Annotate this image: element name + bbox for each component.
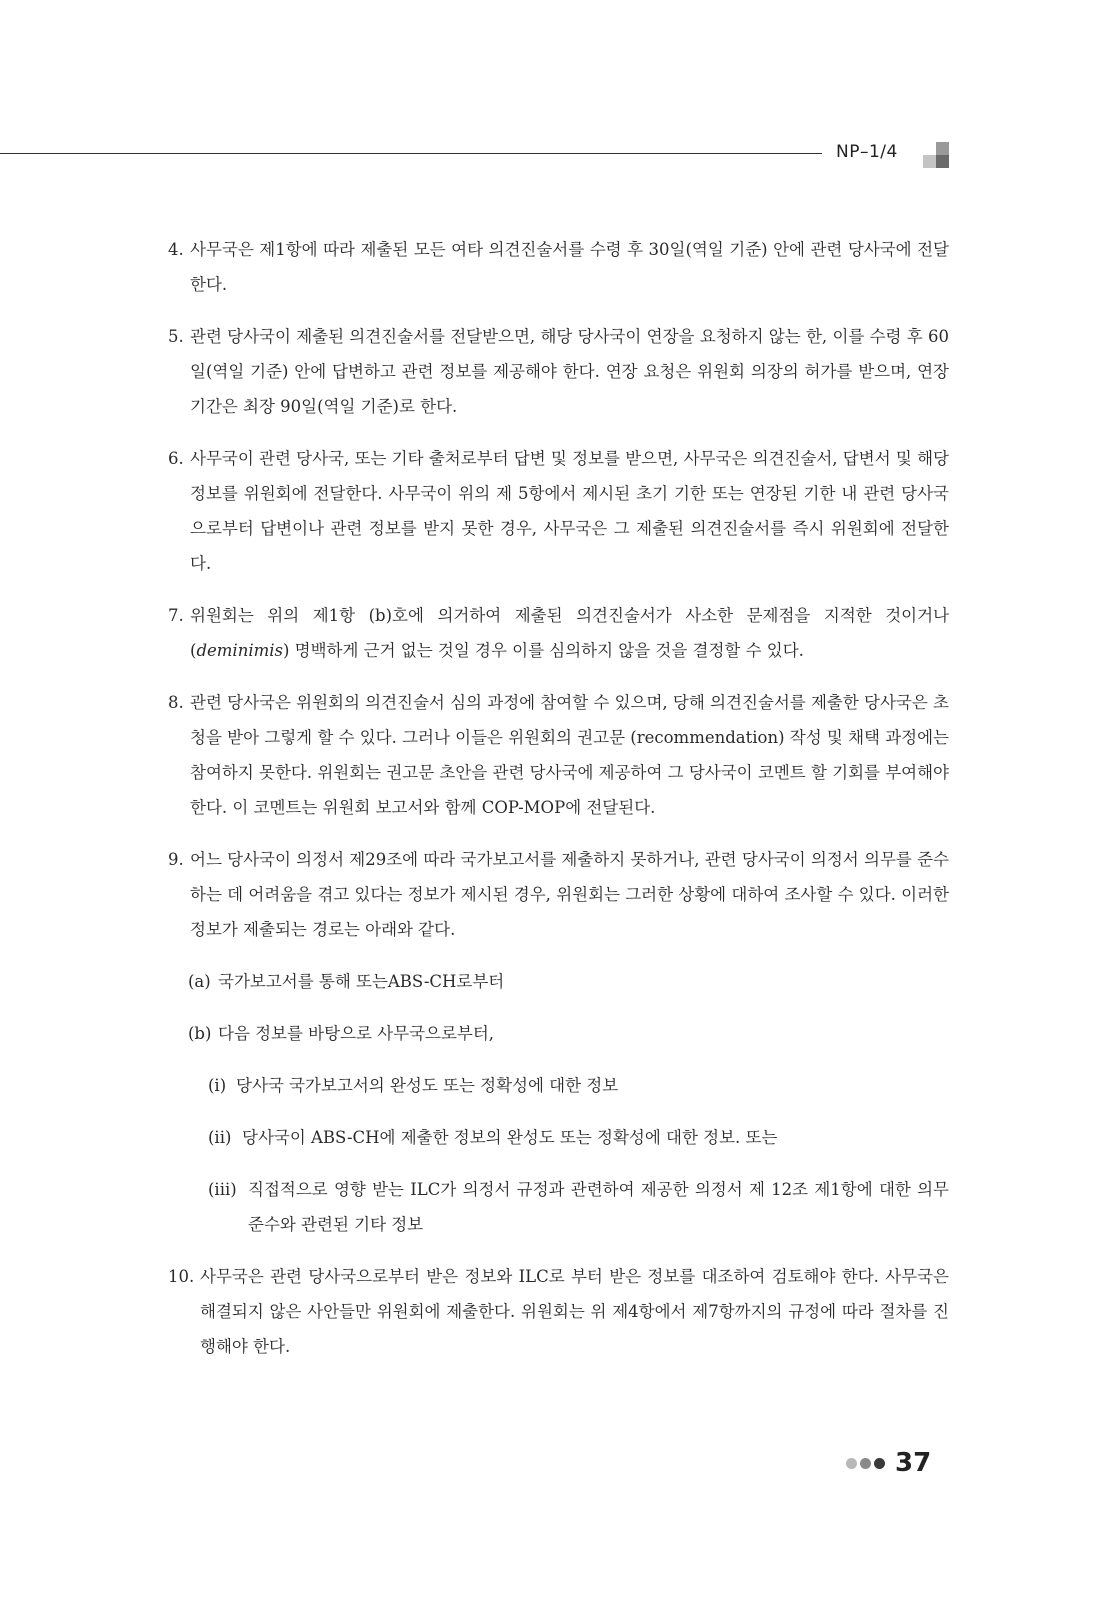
footer-dot-icon	[860, 1458, 871, 1469]
header-rule	[0, 153, 822, 154]
paragraph-text: 관련 당사국이 제출된 의견진술서를 전달받으면, 해당 당사국이 연장을 요청하지 않는 한, 이를 수령 후 60일(역일 기준) 안에 답변하고 관련 정보를 제공해야 한다. 연장 요청은 위원회 의장의 허가를 받으며, 연장 기간은 최장 90일(역일 기준)로 한다.	[190, 327, 949, 416]
page-footer	[846, 1445, 931, 1481]
paragraph-number: 8.	[168, 693, 184, 712]
sub-sub-item-text: 당사국 국가보고서의 완성도 또는 정확성에 대한 정보	[236, 1076, 619, 1095]
sub-sub-item-text: 직접적으로 영향 받는 ILC가 의정서 규정과 관련하여 제공한 의정서 제 12조 제1항에 대한 의무준수와 관련된 기타 정보	[248, 1180, 949, 1234]
sub-item-number: (b)	[188, 1024, 212, 1043]
paragraph-text: 사무국은 관련 당사국으로부터 받은 정보와 ILC로 부터 받은 정보를 대조하여 검토해야 한다. 사무국은 해결되지 않은 사안들만 위원회에 제출한다. 위원회는 위 제4항에서 제7항까지의 규정에 따라 절차를 진행해야 한다.	[200, 1267, 949, 1356]
document-code: NP–1/4	[836, 142, 898, 162]
paragraph-5	[168, 319, 949, 424]
paragraph-number: 4.	[168, 240, 184, 259]
sub-item-a	[168, 964, 949, 999]
body-content	[168, 232, 949, 1381]
paragraph-8	[168, 685, 949, 825]
paragraph-text-part: 위원회는 위의 제1항 (b)호에 의거하여 제출된 의견진술서가 사소한 문제점을 지적한 것이거나 (	[190, 606, 949, 660]
paragraph-6	[168, 441, 949, 581]
footer-dot-icon	[874, 1458, 885, 1469]
paragraph-number: 6.	[168, 449, 184, 468]
header-squares-icon	[923, 142, 949, 168]
sub-sub-item-ii	[168, 1120, 949, 1155]
sub-sub-item-iii	[168, 1172, 949, 1242]
latin-term: deminimis	[196, 641, 283, 660]
paragraph-number: 9.	[168, 850, 184, 869]
paragraph-text-part: ) 명백하게 근거 없는 것일 경우 이를 심의하지 않을 것을 결정할 수 있다.	[282, 641, 804, 660]
footer-dot-icon	[846, 1458, 857, 1469]
paragraph-text: 사무국은 제1항에 따라 제출된 모든 여타 의견진술서를 수령 후 30일(역일 기준) 안에 관련 당사국에 전달한다.	[190, 240, 949, 294]
paragraph-number: 7.	[168, 606, 184, 625]
sub-sub-item-text: 당사국이 ABS-CH에 제출한 정보의 완성도 또는 정확성에 대한 정보. 또는	[242, 1128, 778, 1147]
page-number: 37	[895, 1448, 932, 1478]
sub-sub-item-i	[168, 1068, 949, 1103]
sub-sub-item-number: (iii)	[208, 1180, 237, 1199]
paragraph-text	[190, 598, 949, 668]
paragraph-4	[168, 232, 949, 302]
paragraph-text: 관련 당사국은 위원회의 의견진술서 심의 과정에 참여할 수 있으며, 당해 의견진술서를 제출한 당사국은 초청을 받아 그렇게 할 수 있다. 그러나 이들은 위원회의 권고문 (recommendation) 작성 및 채택 과정에는 참여하지 못한다. 위원회는 권고문 초안을 관련 당사국에 제공하여 그 당사국이 코멘트 할 기회를 부여해야 한다. 이 코멘트는 위원회 보고서와 함께 COP-MOP에 전달된다.	[190, 693, 949, 817]
paragraph-text: 사무국이 관련 당사국, 또는 기타 출처로부터 답변 및 정보를 받으면, 사무국은 의견진술서, 답변서 및 해당 정보를 위원회에 전달한다. 사무국이 위의 제 5항에서 제시된 초기 기한 또는 연장된 기한 내 관련 당사국으로부터 답변이나 관련 정보를 받지 못한 경우, 사무국은 그 제출된 의견진술서를 즉시 위원회에 전달한다.	[190, 449, 949, 573]
paragraph-text: 어느 당사국이 의정서 제29조에 따라 국가보고서를 제출하지 못하거나, 관련 당사국이 의정서 의무를 준수하는 데 어려움을 겪고 있다는 정보가 제시된 경우, 위원회는 그러한 상황에 대하여 조사할 수 있다. 이러한 정보가 제출되는 경로는 아래와 같다.	[190, 850, 949, 939]
sub-item-text: 국가보고서를 통해 또는ABS-CH로부터	[218, 972, 505, 991]
paragraph-number: 5.	[168, 327, 184, 346]
paragraph-number: 10.	[168, 1267, 195, 1286]
paragraph-10	[168, 1259, 949, 1364]
sub-item-b	[168, 1016, 949, 1051]
paragraph-9	[168, 842, 949, 947]
sub-item-number: (a)	[188, 972, 211, 991]
sub-sub-item-number: (i)	[208, 1076, 227, 1095]
paragraph-7	[168, 598, 949, 668]
sub-item-text: 다음 정보를 바탕으로 사무국으로부터,	[218, 1024, 495, 1043]
sub-sub-item-number: (ii)	[208, 1128, 232, 1147]
